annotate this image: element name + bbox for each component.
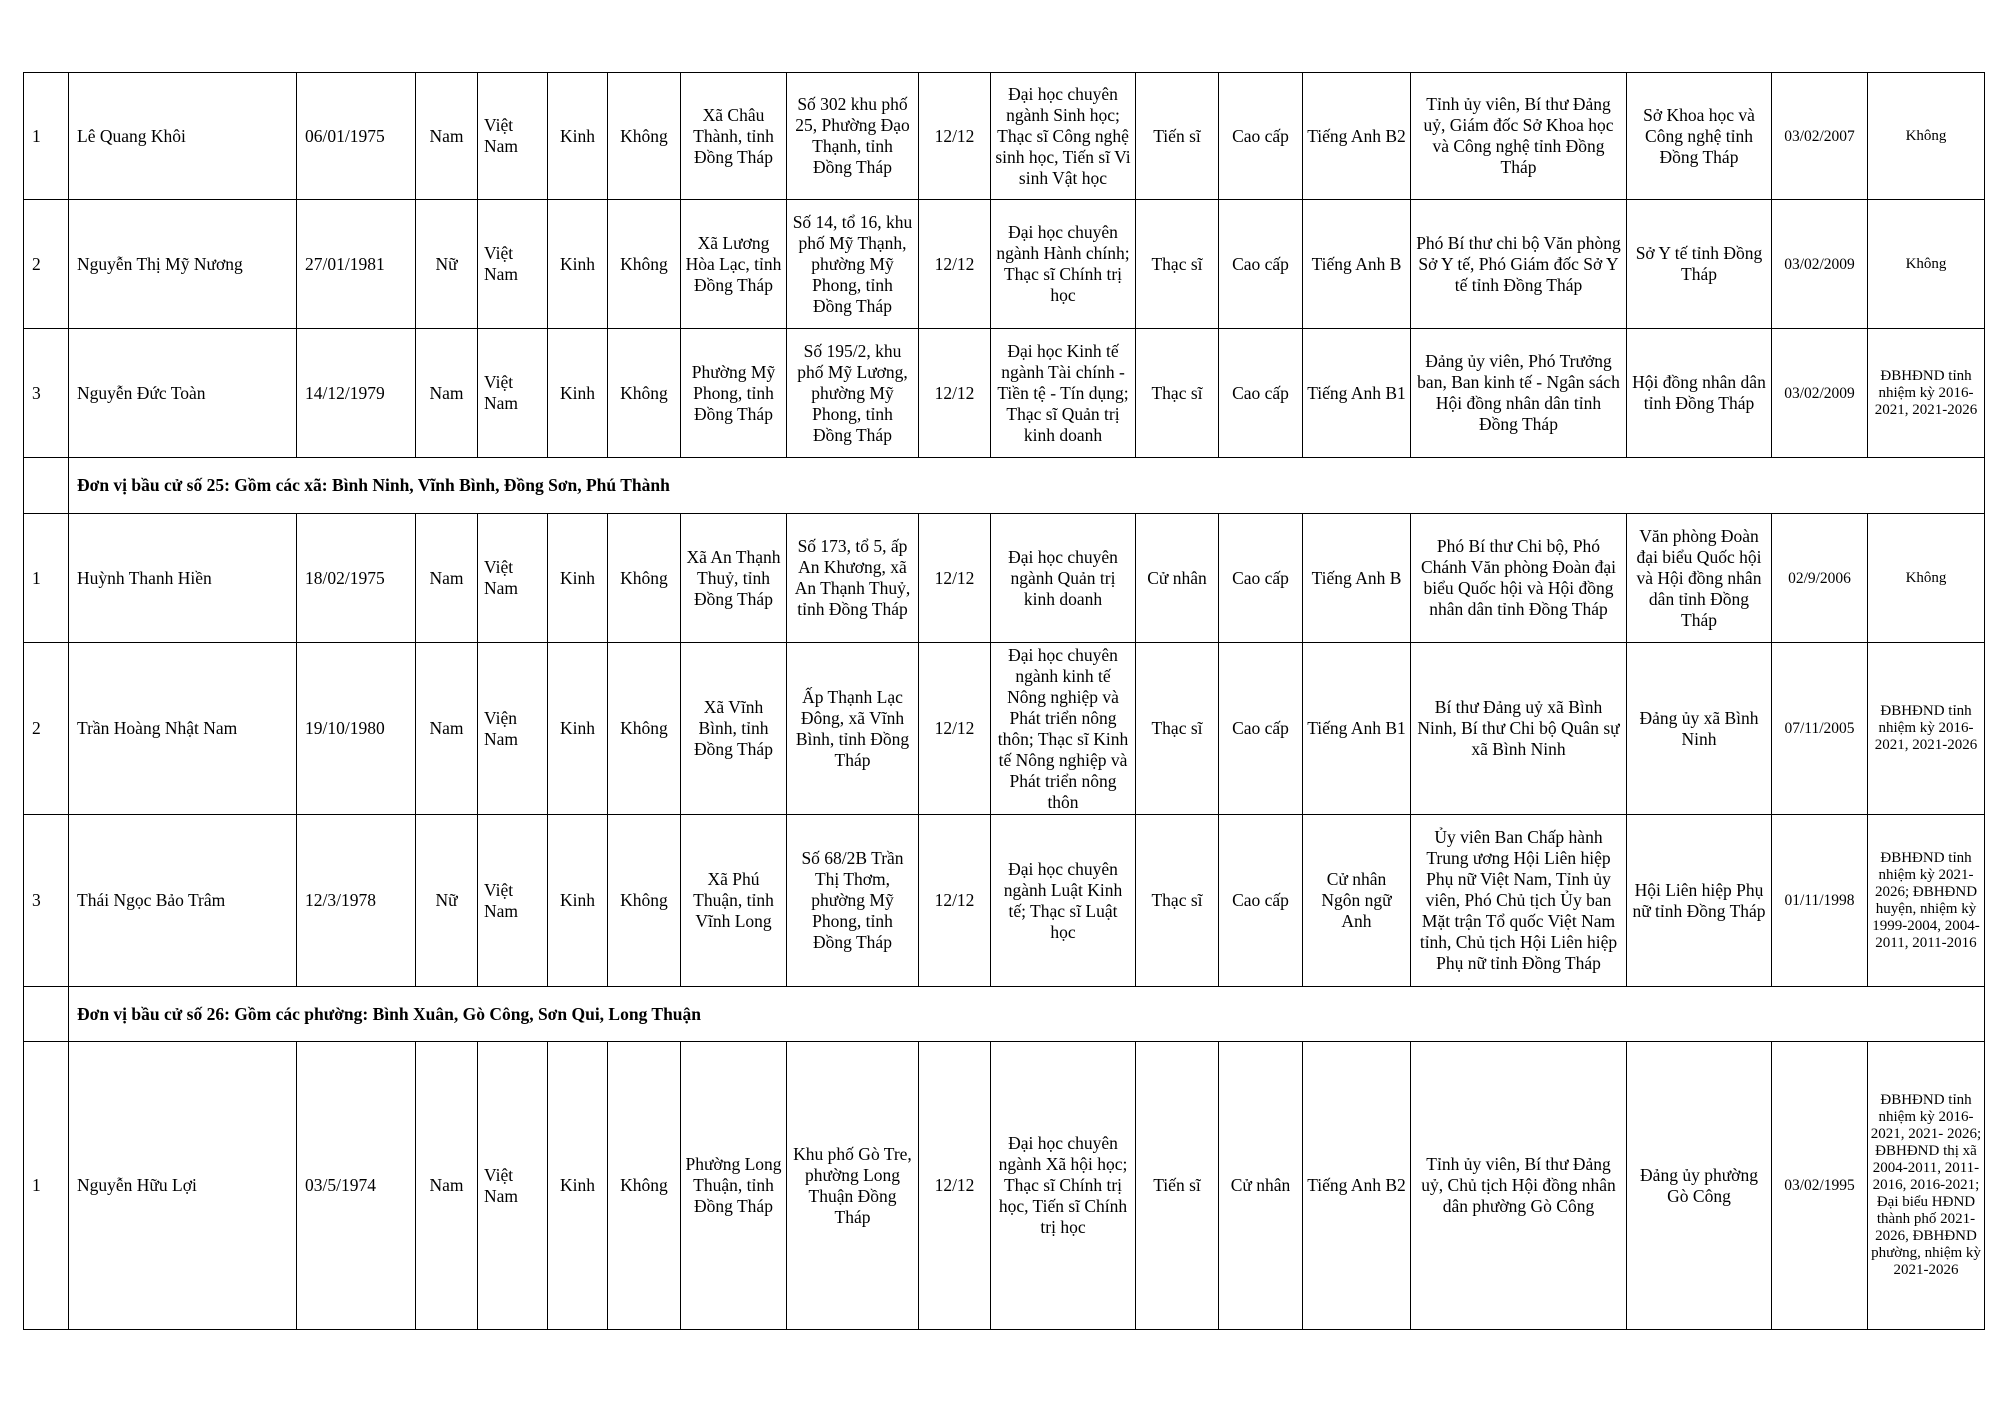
- candidate-row: [24, 514, 1985, 643]
- workplace: Hội Liên hiệp Phụ nữ tỉnh Đồng Tháp: [1627, 815, 1772, 987]
- religion: Không: [608, 643, 681, 815]
- workplace: Đảng ủy xã Bình Ninh: [1627, 643, 1772, 815]
- former-delegate: ĐBHĐND tỉnh nhiệm kỳ 2016- 2021, 2021- 2026; ĐBHĐND thị xã 2004-2011, 2011-2016, 2016-2021; Đại biểu HĐND thành phố 2021-2026, ĐBHĐND phường, nhiệm kỳ 2021-2026: [1868, 1042, 1985, 1330]
- general-education: 12/12: [919, 514, 991, 643]
- religion: Không: [608, 73, 681, 200]
- ethnicity: Kinh: [548, 329, 608, 458]
- candidate-table: [23, 72, 1985, 1330]
- workplace: Hội đồng nhân dân tỉnh Đồng Tháp: [1627, 329, 1772, 458]
- foreign-language: Tiếng Anh B: [1303, 514, 1411, 643]
- religion: Không: [608, 329, 681, 458]
- ethnicity: Kinh: [548, 200, 608, 329]
- foreign-language: Cử nhân Ngôn ngữ Anh: [1303, 815, 1411, 987]
- academic-degree: Thạc sĩ: [1136, 815, 1219, 987]
- candidate-name: Thái Ngọc Bảo Trâm: [69, 815, 297, 987]
- foreign-language: Tiếng Anh B2: [1303, 1042, 1411, 1330]
- electoral-unit-title: Đơn vị bầu cử số 25: Gồm các xã: Bình Ninh, Vĩnh Bình, Đồng Sơn, Phú Thành: [69, 458, 1985, 514]
- candidate-row: [24, 329, 1985, 458]
- ethnicity: Kinh: [548, 1042, 608, 1330]
- general-education: 12/12: [919, 329, 991, 458]
- academic-degree: Thạc sĩ: [1136, 329, 1219, 458]
- political-theory: Cao cấp: [1219, 329, 1303, 458]
- row-number: 3: [24, 329, 69, 458]
- religion: Không: [608, 200, 681, 329]
- specialty: Đại học chuyên ngành Quản trị kinh doanh: [991, 514, 1136, 643]
- residence: Số 68/2B Trần Thị Thơm, phường Mỹ Phong, tỉnh Đồng Tháp: [787, 815, 919, 987]
- hometown: Xã Lương Hòa Lạc, tỉnh Đồng Tháp: [681, 200, 787, 329]
- gender: Nam: [416, 73, 478, 200]
- hometown: Phường Mỹ Phong, tỉnh Đồng Tháp: [681, 329, 787, 458]
- political-theory: Cao cấp: [1219, 73, 1303, 200]
- row-number: 1: [24, 1042, 69, 1330]
- former-delegate: ĐBHĐND tỉnh nhiệm kỳ 2016-2021, 2021-2026: [1868, 643, 1985, 815]
- former-delegate: Không: [1868, 514, 1985, 643]
- candidate-name: Nguyễn Thị Mỹ Nương: [69, 200, 297, 329]
- hometown: Xã Phú Thuận, tỉnh Vĩnh Long: [681, 815, 787, 987]
- residence: Ấp Thạnh Lạc Đông, xã Vĩnh Bình, tỉnh Đồng Tháp: [787, 643, 919, 815]
- row-number: 2: [24, 200, 69, 329]
- date-of-birth: 19/10/1980: [297, 643, 416, 815]
- gender: Nam: [416, 1042, 478, 1330]
- academic-degree: Thạc sĩ: [1136, 643, 1219, 815]
- candidate-row: [24, 815, 1985, 987]
- residence: Số 14, tổ 16, khu phố Mỹ Thạnh, phường Mỹ Phong, tỉnh Đồng Tháp: [787, 200, 919, 329]
- party-join-date: 03/02/2009: [1772, 329, 1868, 458]
- ethnicity: Kinh: [548, 643, 608, 815]
- general-education: 12/12: [919, 73, 991, 200]
- specialty: Đại học chuyên ngành Sinh học; Thạc sĩ Công nghệ sinh học, Tiến sĩ Vi sinh Vật học: [991, 73, 1136, 200]
- academic-degree: Tiến sĩ: [1136, 1042, 1219, 1330]
- workplace: Đảng ủy phường Gò Công: [1627, 1042, 1772, 1330]
- religion: Không: [608, 815, 681, 987]
- date-of-birth: 14/12/1979: [297, 329, 416, 458]
- hometown: Phường Long Thuận, tỉnh Đồng Tháp: [681, 1042, 787, 1330]
- date-of-birth: 06/01/1975: [297, 73, 416, 200]
- former-delegate: ĐBHĐND tỉnh nhiệm kỳ 2016-2021, 2021-2026: [1868, 329, 1985, 458]
- row-number: 3: [24, 815, 69, 987]
- ethnicity: Kinh: [548, 73, 608, 200]
- row-number: 1: [24, 73, 69, 200]
- specialty: Đại học Kinh tế ngành Tài chính - Tiền tệ - Tín dụng; Thạc sĩ Quản trị kinh doanh: [991, 329, 1136, 458]
- candidate-name: Nguyễn Hữu Lợi: [69, 1042, 297, 1330]
- hometown: Xã An Thạnh Thuỷ, tỉnh Đồng Tháp: [681, 514, 787, 643]
- date-of-birth: 27/01/1981: [297, 200, 416, 329]
- foreign-language: Tiếng Anh B2: [1303, 73, 1411, 200]
- political-theory: Cao cấp: [1219, 200, 1303, 329]
- academic-degree: Cử nhân: [1136, 514, 1219, 643]
- candidate-row: [24, 1042, 1985, 1330]
- nationality: Viện Nam: [478, 643, 548, 815]
- specialty: Đại học chuyên ngành Luật Kinh tế; Thạc sĩ Luật học: [991, 815, 1136, 987]
- specialty: Đại học chuyên ngành Hành chính; Thạc sĩ Chính trị học: [991, 200, 1136, 329]
- residence: Số 302 khu phố 25, Phường Đạo Thạnh, tỉnh Đồng Tháp: [787, 73, 919, 200]
- political-theory: Cử nhân: [1219, 1042, 1303, 1330]
- candidate-row: [24, 200, 1985, 329]
- position: Phó Bí thư chi bộ Văn phòng Sở Y tế, Phó Giám đốc Sở Y tế tỉnh Đồng Tháp: [1411, 200, 1627, 329]
- nationality: Việt Nam: [478, 200, 548, 329]
- ethnicity: Kinh: [548, 815, 608, 987]
- electoral-unit-row: [24, 987, 1985, 1042]
- academic-degree: Thạc sĩ: [1136, 200, 1219, 329]
- date-of-birth: 12/3/1978: [297, 815, 416, 987]
- former-delegate: Không: [1868, 200, 1985, 329]
- general-education: 12/12: [919, 1042, 991, 1330]
- specialty: Đại học chuyên ngành Xã hội học; Thạc sĩ Chính trị học, Tiến sĩ Chính trị học: [991, 1042, 1136, 1330]
- academic-degree: Tiến sĩ: [1136, 73, 1219, 200]
- religion: Không: [608, 514, 681, 643]
- gender: Nữ: [416, 200, 478, 329]
- political-theory: Cao cấp: [1219, 514, 1303, 643]
- ethnicity: Kinh: [548, 514, 608, 643]
- nationality: Việt Nam: [478, 514, 548, 643]
- gender: Nam: [416, 514, 478, 643]
- party-join-date: 07/11/2005: [1772, 643, 1868, 815]
- candidate-name: Nguyễn Đức Toàn: [69, 329, 297, 458]
- residence: Số 195/2, khu phố Mỹ Lương, phường Mỹ Phong, tỉnh Đồng Tháp: [787, 329, 919, 458]
- nationality: Việt Nam: [478, 329, 548, 458]
- hometown: Xã Vĩnh Bình, tỉnh Đồng Tháp: [681, 643, 787, 815]
- gender: Nam: [416, 329, 478, 458]
- residence: Số 173, tổ 5, ấp An Khương, xã An Thạnh Thuỷ, tỉnh Đồng Tháp: [787, 514, 919, 643]
- unit-stt-cell: [24, 458, 69, 514]
- party-join-date: 02/9/2006: [1772, 514, 1868, 643]
- workplace: Sở Khoa học và Công nghệ tỉnh Đồng Tháp: [1627, 73, 1772, 200]
- position: Tỉnh ủy viên, Bí thư Đảng uỷ, Chủ tịch Hội đồng nhân dân phường Gò Công: [1411, 1042, 1627, 1330]
- row-number: 2: [24, 643, 69, 815]
- gender: Nữ: [416, 815, 478, 987]
- workplace: Văn phòng Đoàn đại biểu Quốc hội và Hội đồng nhân dân tỉnh Đồng Tháp: [1627, 514, 1772, 643]
- position: Bí thư Đảng uỷ xã Bình Ninh, Bí thư Chi bộ Quân sự xã Bình Ninh: [1411, 643, 1627, 815]
- date-of-birth: 03/5/1974: [297, 1042, 416, 1330]
- former-delegate: Không: [1868, 73, 1985, 200]
- specialty: Đại học chuyên ngành kinh tế Nông nghiệp và Phát triển nông thôn; Thạc sĩ Kinh tế Nông nghiệp và Phát triển nông thôn: [991, 643, 1136, 815]
- position: Phó Bí thư Chi bộ, Phó Chánh Văn phòng Đoàn đại biểu Quốc hội và Hội đồng nhân dân tỉnh Đồng Tháp: [1411, 514, 1627, 643]
- gender: Nam: [416, 643, 478, 815]
- workplace: Sở Y tế tỉnh Đồng Tháp: [1627, 200, 1772, 329]
- general-education: 12/12: [919, 815, 991, 987]
- position: Tỉnh ủy viên, Bí thư Đảng uỷ, Giám đốc Sở Khoa học và Công nghệ tỉnh Đồng Tháp: [1411, 73, 1627, 200]
- position: Ủy viên Ban Chấp hành Trung ương Hội Liên hiệp Phụ nữ Việt Nam, Tỉnh ủy viên, Phó Chủ tịch Ủy ban Mặt trận Tổ quốc Việt Nam tỉnh, Chủ tịch Hội Liên hiệp Phụ nữ tỉnh Đồng Tháp: [1411, 815, 1627, 987]
- general-education: 12/12: [919, 200, 991, 329]
- party-join-date: 03/02/2007: [1772, 73, 1868, 200]
- political-theory: Cao cấp: [1219, 815, 1303, 987]
- nationality: Việt Nam: [478, 73, 548, 200]
- candidate-row: [24, 73, 1985, 200]
- position: Đảng ủy viên, Phó Trưởng ban, Ban kinh tế - Ngân sách Hội đồng nhân dân tỉnh Đồng Tháp: [1411, 329, 1627, 458]
- party-join-date: 03/02/2009: [1772, 200, 1868, 329]
- unit-stt-cell: [24, 987, 69, 1042]
- political-theory: Cao cấp: [1219, 643, 1303, 815]
- candidate-row: [24, 643, 1985, 815]
- foreign-language: Tiếng Anh B: [1303, 200, 1411, 329]
- party-join-date: 03/02/1995: [1772, 1042, 1868, 1330]
- candidate-name: Lê Quang Khôi: [69, 73, 297, 200]
- residence: Khu phố Gò Tre, phường Long Thuận Đồng Tháp: [787, 1042, 919, 1330]
- foreign-language: Tiếng Anh B1: [1303, 329, 1411, 458]
- hometown: Xã Châu Thành, tỉnh Đồng Tháp: [681, 73, 787, 200]
- candidate-name: Trần Hoàng Nhật Nam: [69, 643, 297, 815]
- candidate-name: Huỳnh Thanh Hiền: [69, 514, 297, 643]
- nationality: Việt Nam: [478, 815, 548, 987]
- electoral-unit-title: Đơn vị bầu cử số 26: Gồm các phường: Bình Xuân, Gò Công, Sơn Qui, Long Thuận: [69, 987, 1985, 1042]
- electoral-unit-row: [24, 458, 1985, 514]
- row-number: 1: [24, 514, 69, 643]
- general-education: 12/12: [919, 643, 991, 815]
- religion: Không: [608, 1042, 681, 1330]
- nationality: Việt Nam: [478, 1042, 548, 1330]
- former-delegate: ĐBHĐND tỉnh nhiệm kỳ 2021-2026; ĐBHĐND huyện, nhiệm kỳ 1999-2004, 2004-2011, 2011-2016: [1868, 815, 1985, 987]
- party-join-date: 01/11/1998: [1772, 815, 1868, 987]
- foreign-language: Tiếng Anh B1: [1303, 643, 1411, 815]
- date-of-birth: 18/02/1975: [297, 514, 416, 643]
